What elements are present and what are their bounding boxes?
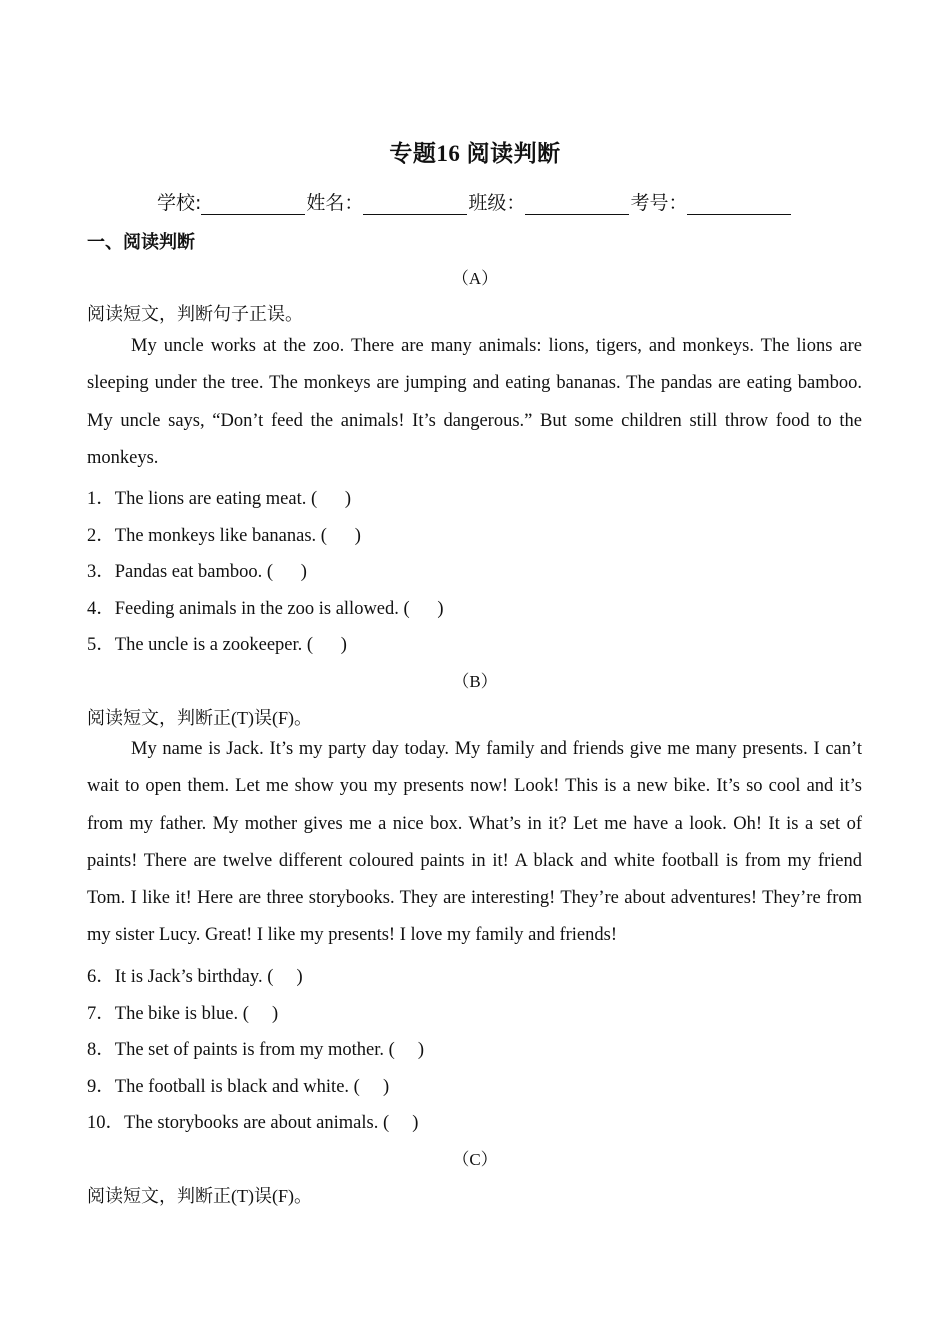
question-item: [87, 630, 347, 656]
question-text: Pandas eat bamboo. ( ): [114, 562, 307, 582]
question-number: 8．: [87, 1040, 115, 1060]
question-number: 7．: [87, 1004, 115, 1024]
class-label: 班级：: [468, 192, 526, 214]
student-info-line: [157, 188, 792, 215]
passage-c-instruction: 阅读短文，判断正(T)误(F)。: [87, 1186, 312, 1206]
question-text: The storybooks are about animals. ( ): [124, 1113, 419, 1133]
question-number: 6．: [87, 967, 115, 987]
exam-no-blank: [687, 196, 791, 215]
question-number: 5．: [87, 635, 115, 655]
name-blank: [363, 196, 467, 215]
question-number: 1．: [87, 489, 115, 509]
passage-b-label: （B）: [452, 672, 498, 691]
question-item: [87, 1035, 424, 1061]
question-item: [87, 484, 351, 510]
question-item: [87, 1108, 418, 1134]
question-number: 2．: [87, 526, 115, 546]
question-number: 3．: [87, 562, 115, 582]
question-number: 4．: [87, 599, 115, 619]
question-text: The monkeys like bananas. ( ): [114, 526, 361, 546]
question-text: The uncle is a zookeeper. ( ): [114, 635, 347, 655]
passage-b-text: My name is Jack. It’s my party day today. My family and friends give me many presents. I can’t wait to open them. Let me show you my presents now! Look! This is a new bike. It’s so cool and it’s from my father. My mother gives me a nice box. What’s in it? Let me have a look. Oh! It is a set of paints! There are twelve different coloured paints in it! A black and white football is from my friend Tom. I like it! Here are three storybooks. They are interesting! They’re about adventures! They’re from my sister Lucy. Great! I like my presents! I love my family and friends!: [87, 739, 862, 946]
exam-no-label: 考号：: [630, 192, 688, 214]
question-text: It is Jack’s birthday. ( ): [114, 967, 303, 987]
question-item: [87, 999, 278, 1025]
question-text: The lions are eating meat. ( ): [114, 489, 352, 509]
class-blank: [525, 196, 629, 215]
question-number: 10．: [87, 1113, 125, 1133]
passage-a-text: My uncle works at the zoo. There are many animals: lions, tigers, and monkeys. The lions are sleeping under the tree. The monkeys are jumping and eating bananas. The pandas are eating bamboo. My uncle says, “Don’t feed the animals! It’s dangerous.” But some children still throw food to the monkeys.: [87, 336, 862, 468]
question-text: The football is black and white. ( ): [114, 1077, 390, 1097]
passage-c-label: （C）: [452, 1150, 498, 1169]
page-title: 专题16 阅读判断: [389, 141, 561, 166]
passage-b-instruction: 阅读短文，判断正(T)误(F)。: [87, 708, 312, 728]
school-label: 学校:: [157, 192, 202, 214]
question-item: [87, 521, 361, 547]
school-blank: [201, 196, 305, 215]
question-text: The bike is blue. ( ): [114, 1004, 279, 1024]
question-text: Feeding animals in the zoo is allowed. ( ): [114, 599, 444, 619]
section-heading: 一、阅读判断: [87, 232, 195, 253]
passage-a-label: （A）: [451, 269, 499, 288]
question-item: [87, 594, 444, 620]
question-item: [87, 962, 303, 988]
question-item: [87, 557, 307, 583]
question-text: The set of paints is from my mother. ( ): [114, 1040, 425, 1060]
passage-a-instruction: 阅读短文，判断句子正误。: [87, 304, 303, 324]
name-label: 姓名：: [306, 192, 364, 214]
question-number: 9．: [87, 1077, 115, 1097]
question-item: [87, 1072, 389, 1098]
